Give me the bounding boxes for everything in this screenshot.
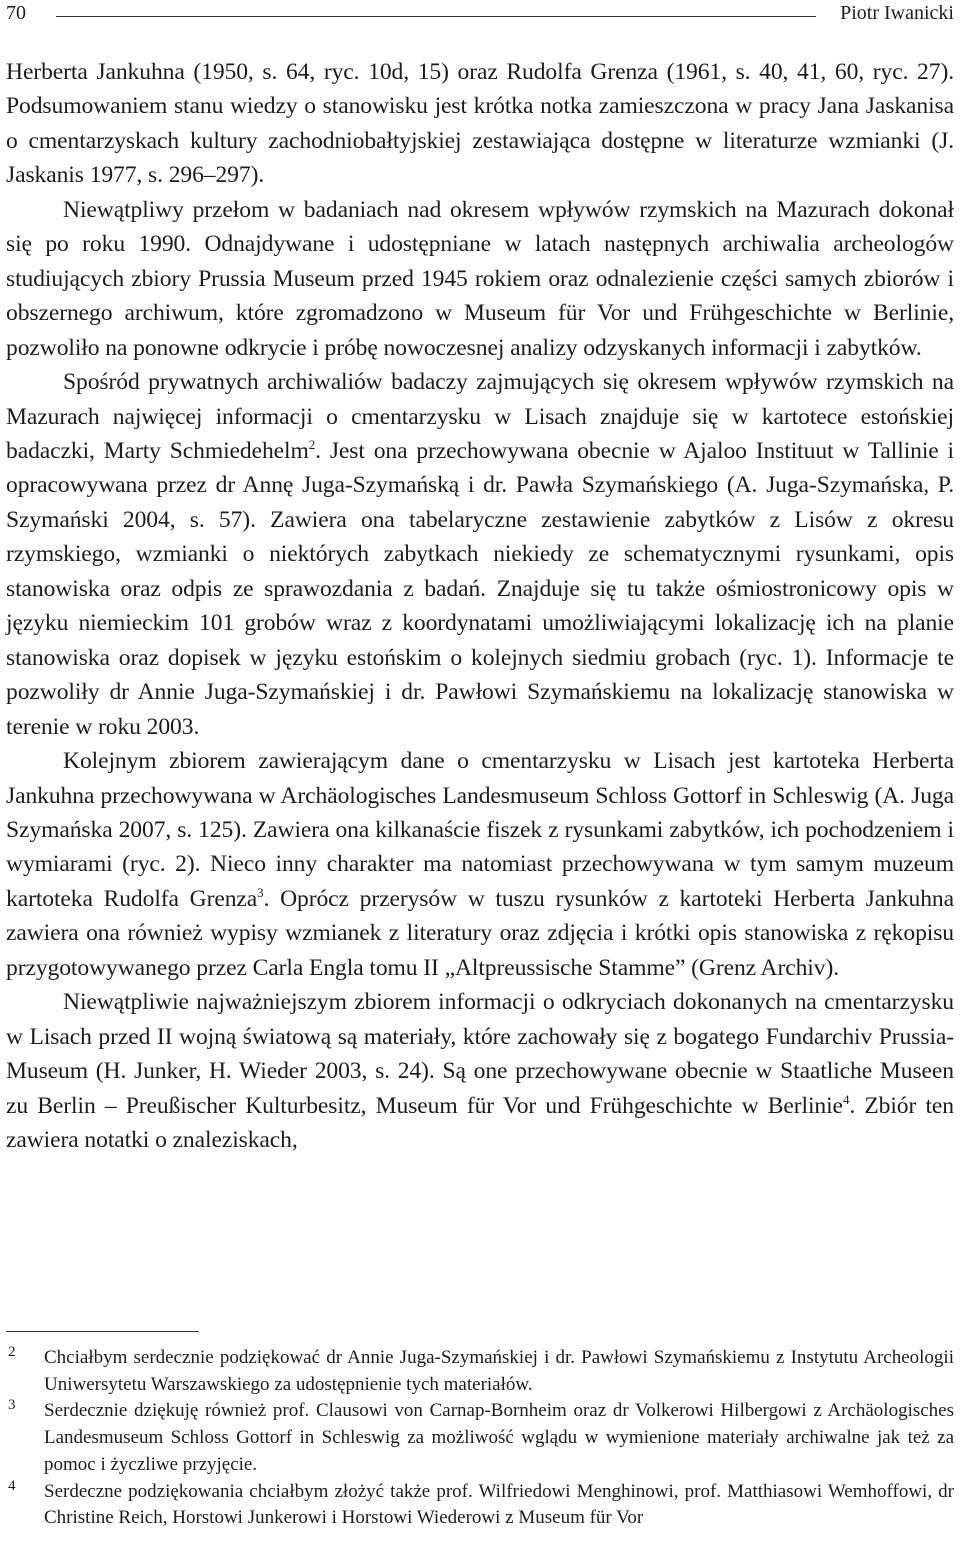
footnote-ref-3[interactable]: 3 bbox=[257, 885, 264, 901]
paragraph-2 bbox=[6, 193, 954, 365]
paragraph-5 bbox=[6, 985, 954, 1157]
footnotes bbox=[6, 1345, 954, 1532]
footnote-text: Serdecznie dziękuję również prof. Clausowi von Carnap-Bornheim oraz dr Volkerowi Hilbergowi z Archäologisches Landesmuseum Schloss Gottorf in Schleswig za możliwość wglądu w wymienione materiały archiwalne jak też za pomoc i życzliwe przyjęcie. bbox=[44, 1400, 954, 1475]
footnote-3 bbox=[6, 1398, 954, 1478]
header-rule bbox=[56, 16, 816, 17]
page bbox=[6, 0, 954, 1549]
footnote-2 bbox=[6, 1345, 954, 1398]
footnote-number: 2 bbox=[8, 1344, 16, 1360]
paragraph-3 bbox=[6, 365, 954, 744]
paragraph-3-text-a: Spośród prywatnych archiwaliów badaczy zajmujących się okresem wpływów rzymskich na Mazurach najwięcej informacji o cmentarzysku w Lisach znajduje się w kartotece estońskiej badaczki, Marty Schmiedehelm bbox=[6, 369, 954, 464]
footnote-number: 4 bbox=[8, 1477, 16, 1494]
paragraph-1 bbox=[6, 55, 954, 193]
footnote-text: Serdeczne podziękowania chciałbym złożyć także prof. Wilfriedowi Menghinowi, prof. Matthiasowi Wemhoffowi, dr Christine Reich, Horstowi Junkerowi i Horstowi Wiederowi z Museum für Vor bbox=[44, 1480, 954, 1529]
paragraph-3-text-b: . Jest ona przechowywana obecnie w Ajaloo Instituut w Tallinie i opracowywana przez dr Annę Juga-Szymańską i dr. Pawła Szymańskiego (A. Juga-Szymańska, P. Szymański 2004, s. 57). Zawiera ona tabelaryczne zestawienie zabytków z Lisów z okresu rzymskiego, wzmianki o niektórych zabytkach niekiedy ze schematycznymi rysunkami, opis stanowiska oraz odpis ze sprawozdania z badań. Znajduje się tu także ośmiostronicowy opis w języku niemieckim 101 grobów wraz z koordynatami umożliwiającymi lokalizację ich na planie stanowiska oraz dopisek w języku estońskim o kolejnych siedmiu grobach (ryc. 1). Informacje te pozwoliły dr Annie Juga-Szymańskiej i dr. Pawłowi Szymańskiemu na lokalizację stanowiska w terenie w roku 2003. bbox=[6, 437, 955, 740]
paragraph-1-text: Herberta Jankuhna (1950, s. 64, ryc. 10d, 15) oraz Rudolfa Grenza (1961, s. 40, 41, 60, ryc. 27). Podsumowaniem stanu wiedzy o stanowisku jest krótka notka zamieszczona w pracy Jana Jaskanisa o cmentarzyskach kultury zachodniobałtyjskiej zestawiająca dostępne w literaturze wzmianki (J. Jaskanis 1977, s. 296–297). bbox=[6, 59, 954, 189]
footnote-ref-2[interactable]: 2 bbox=[308, 437, 316, 453]
paragraph-4-text-b: . Oprócz przerysów w tuszu rysunków z kartoteki Herberta Jankuhna zawiera ona również wypisy wzmianek z literatury oraz zdjęcia i krótki opis stanowiska z rękopisu przygotowywanego przez Carla Engla tomu II „Altpreussische Stamme” (Grenz Archiv). bbox=[6, 885, 954, 981]
page-header bbox=[6, 0, 954, 28]
footnote-number: 3 bbox=[8, 1397, 16, 1414]
footnote-separator bbox=[6, 1331, 199, 1332]
paragraph-5-text-a: Niewątpliwie najważniejszym zbiorem informacji o odkryciach dokonanych na cmentarzysku w Lisach przed II wojną światową są materiały, które zachowały się z bogatego Fundarchiv Prussia-Museum (H. Junker, H. Wieder 2003, s. 24). Są one przechowywane obecnie w Staatliche Museen zu Berlin – Preußischer Kulturbesitz, Museum für Vor und Frühgeschichte w Berlinie bbox=[6, 989, 954, 1119]
footnote-4 bbox=[6, 1479, 954, 1532]
page-number: 70 bbox=[6, 2, 26, 24]
body-text bbox=[6, 55, 954, 1158]
paragraph-5-text-b: . Zbiór ten zawiera notatki o znaleziskach, bbox=[6, 1092, 954, 1154]
paragraph-4-text-a: Kolejnym zbiorem zawierającym dane o cmentarzysku w Lisach jest kartoteka Herberta Jankuhna przechowywana w Archäologisches Landesmuseum Schloss Gottorf in Schleswig (A. Juga Szymańska 2007, s. 125). Zawiera ona kilkanaście fiszek z rysunkami zabytków, ich pochodzeniem i wymiarami (ryc. 2). Nieco inny charakter ma natomiast przechowywana w tym samym muzeum kartoteka Rudolfa Grenza bbox=[6, 748, 954, 912]
running-head-author: Piotr Iwanicki bbox=[840, 2, 954, 24]
footnote-text: Chciałbym serdecznie podziękować dr Annie Juga-Szymańskiej i dr. Pawłowi Szymańskiemu z Instytutu Archeologii Uniwersytetu Warszawskiego za udostępnienie tych materiałów. bbox=[44, 1347, 954, 1395]
footnote-ref-4[interactable]: 4 bbox=[842, 1091, 850, 1107]
paragraph-4 bbox=[6, 744, 954, 985]
paragraph-2-text: Niewątpliwy przełom w badaniach nad okresem wpływów rzymskich na Mazurach dokonał się po roku 1990. Odnajdywane i udostępniane w latach następnych archiwalia archeologów studiujących zbiory Prussia Museum przed 1945 rokiem oraz odnalezienie części samych zbiorów i obszernego archiwum, które zgromadzono w Museum für Vor und Frühgeschichte w Berlinie, pozwoliło na ponowne odkrycie i próbę nowoczesnej analizy odzyskanych informacji i zabytków. bbox=[6, 196, 954, 361]
